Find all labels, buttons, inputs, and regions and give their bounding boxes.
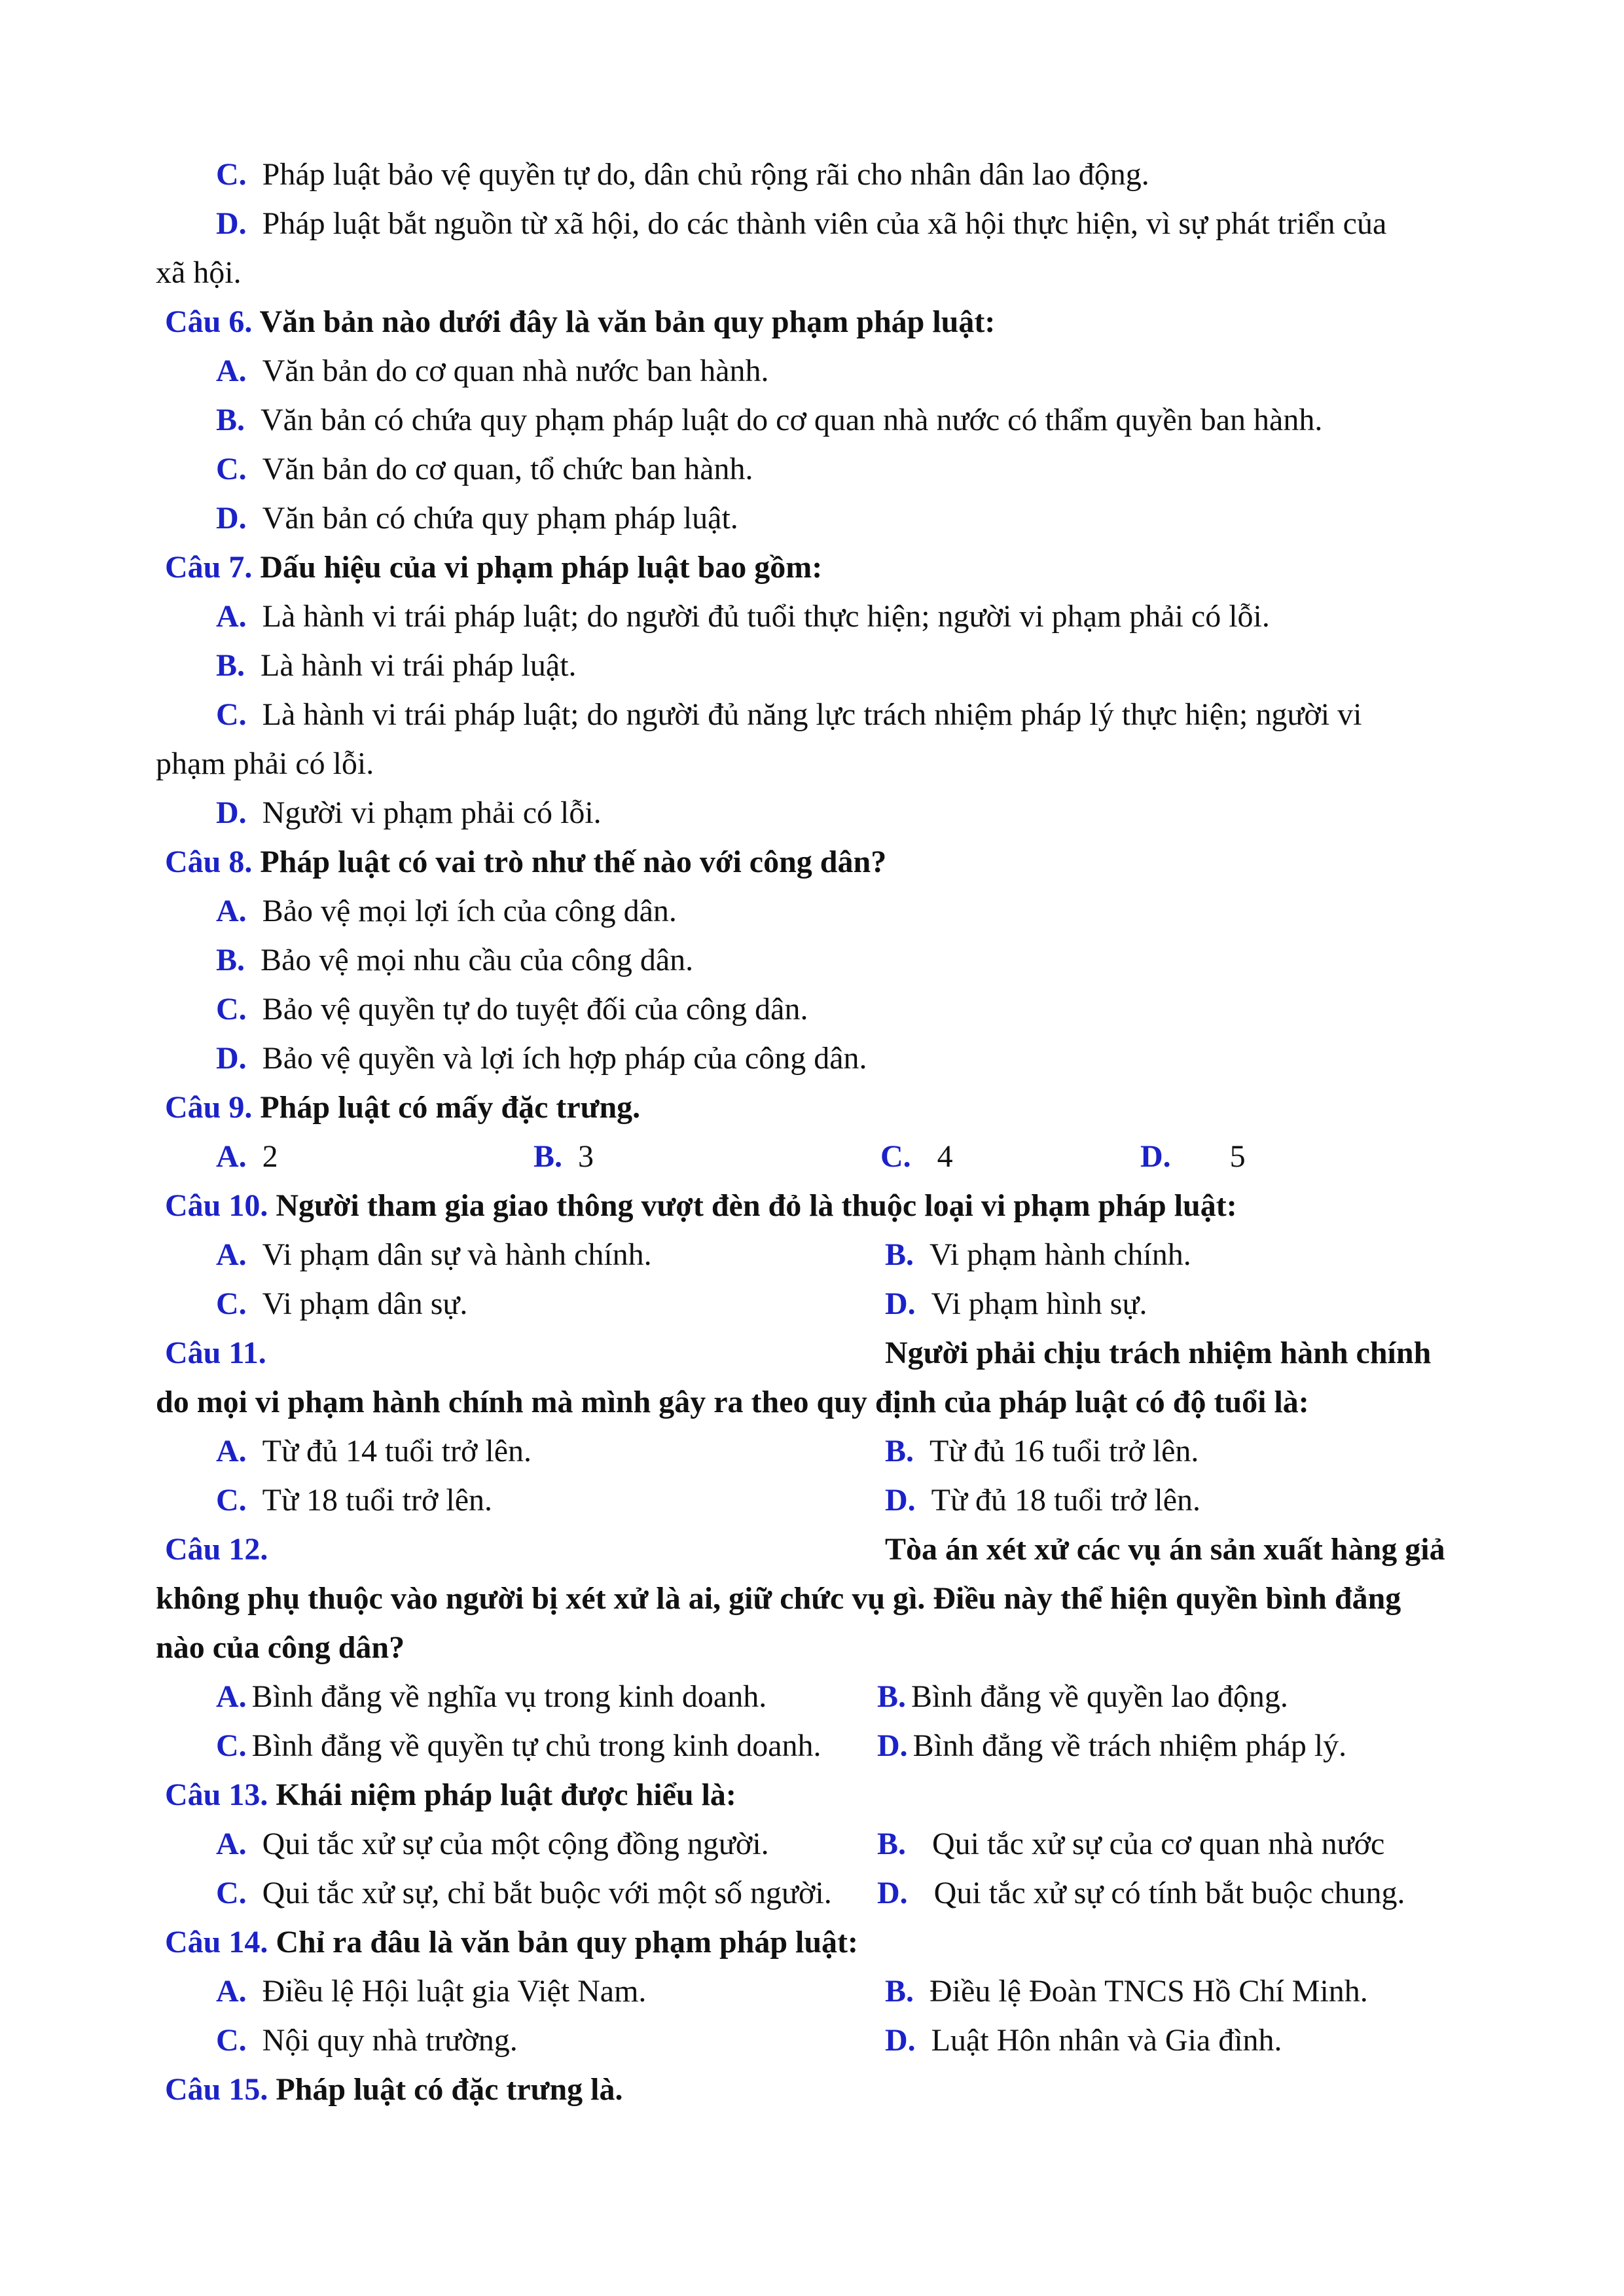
option-continuation: xã hội. (156, 255, 242, 290)
q7-option-b: B. Là hành vi trái pháp luật. (216, 648, 577, 683)
question-10: Câu 10. Người tham gia giao thông vượt đèn đỏ là thuộc loại vi phạm pháp luật: (165, 1188, 1237, 1223)
question-6: Câu 6. Văn bản nào dưới đây là văn bản quy phạm pháp luật: (165, 304, 996, 339)
q8-option-d: D. Bảo vệ quyền và lợi ích hợp pháp của công dân. (216, 1041, 867, 1076)
q8-option-a: A. Bảo vệ mọi lợi ích của công dân. (216, 894, 677, 928)
question-8: Câu 8. Pháp luật có vai trò như thế nào với công dân? (165, 845, 887, 879)
q11-option-d: D. Từ đủ 18 tuổi trở lên. (885, 1483, 1201, 1518)
q14-option-c: C. Nội quy nhà trường. (216, 2023, 518, 2058)
question-12-text: Tòa án xét xử các vụ án sản xuất hàng giả (885, 1532, 1445, 1567)
q8-option-b: B. Bảo vệ mọi nhu cầu của công dân. (216, 943, 694, 977)
q7-option-d: D. Người vi phạm phải có lỗi. (216, 795, 602, 830)
question-12-continuation-1: không phụ thuộc vào người bị xét xử là ai, giữ chức vụ gì. Điều này thể hiện quyền bình đẳng (156, 1581, 1401, 1616)
question-11-text: Người phải chịu trách nhiệm hành chính (885, 1336, 1432, 1370)
q7-option-c-continuation: phạm phải có lỗi. (156, 746, 374, 781)
question-11-continuation: do mọi vi phạm hành chính mà mình gây ra theo quy định của pháp luật có độ tuổi là: (156, 1385, 1309, 1419)
q6-option-b: B. Văn bản có chứa quy phạm pháp luật do cơ quan nhà nước có thẩm quyền ban hành. (216, 403, 1323, 437)
q6-option-d: D. Văn bản có chứa quy phạm pháp luật. (216, 501, 738, 536)
q6-option-c: C. Văn bản do cơ quan, tổ chức ban hành. (216, 452, 753, 486)
q13-option-d: D. Qui tắc xử sự có tính bắt buộc chung. (877, 1876, 1405, 1910)
q9-option-d: D. 5 (1140, 1139, 1246, 1174)
q9-option-b: B. 3 (533, 1139, 594, 1174)
q11-option-c: C. Từ 18 tuổi trở lên. (216, 1483, 493, 1518)
q12-option-a: A. Bình đẳng về nghĩa vụ trong kinh doanh. (216, 1679, 767, 1714)
q10-option-c: C. Vi phạm dân sự. (216, 1286, 468, 1321)
question-9: Câu 9. Pháp luật có mấy đặc trưng. (165, 1090, 641, 1125)
q10-option-a: A. Vi phạm dân sự và hành chính. (216, 1237, 652, 1272)
q8-option-c: C. Bảo vệ quyền tự do tuyệt đối của công dân. (216, 992, 808, 1027)
q13-option-b: B. Qui tắc xử sự của cơ quan nhà nước (877, 1827, 1385, 1861)
question-12-continuation-2: nào của công dân? (156, 1630, 405, 1665)
q12-option-b: B. Bình đẳng về quyền lao động. (877, 1679, 1288, 1714)
question-15: Câu 15. Pháp luật có đặc trưng là. (165, 2072, 623, 2107)
option-d: D. Pháp luật bắt nguồn từ xã hội, do các thành viên của xã hội thực hiện, vì sự phát triển của (216, 206, 1387, 241)
q7-option-a: A. Là hành vi trái pháp luật; do người đủ tuổi thực hiện; người vi phạm phải có lỗi. (216, 599, 1270, 634)
q11-option-b: B. Từ đủ 16 tuổi trở lên. (885, 1434, 1199, 1468)
q10-option-d: D. Vi phạm hình sự. (885, 1286, 1147, 1321)
q13-option-c: C. Qui tắc xử sự, chỉ bắt buộc với một số người. (216, 1876, 832, 1910)
option-c: C. Pháp luật bảo vệ quyền tự do, dân chủ rộng rãi cho nhân dân lao động. (216, 157, 1149, 192)
question-13: Câu 13. Khái niệm pháp luật được hiểu là: (165, 1777, 736, 1812)
q7-option-c: C. Là hành vi trái pháp luật; do người đủ năng lực trách nhiệm pháp lý thực hiện; người vi (216, 697, 1362, 732)
q11-option-a: A. Từ đủ 14 tuổi trở lên. (216, 1434, 532, 1468)
q13-option-a: A. Qui tắc xử sự của một cộng đồng người. (216, 1827, 769, 1861)
q10-option-b: B. Vi phạm hành chính. (885, 1237, 1191, 1272)
question-12-number: Câu 12. (165, 1532, 268, 1567)
question-7: Câu 7. Dấu hiệu của vi phạm pháp luật bao gồm: (165, 550, 823, 585)
question-14: Câu 14. Chỉ ra đâu là văn bản quy phạm pháp luật: (165, 1925, 859, 1959)
q6-option-a: A. Văn bản do cơ quan nhà nước ban hành. (216, 354, 769, 388)
q14-option-a: A. Điều lệ Hội luật gia Việt Nam. (216, 1974, 647, 2009)
question-11-number: Câu 11. (165, 1336, 266, 1370)
q12-option-c: C. Bình đẳng về quyền tự chủ trong kinh doanh. (216, 1728, 821, 1763)
q12-option-d: D. Bình đẳng về trách nhiệm pháp lý. (877, 1728, 1347, 1763)
q9-option-c: C. 4 (880, 1139, 953, 1174)
q14-option-d: D. Luật Hôn nhân và Gia đình. (885, 2023, 1282, 2058)
q14-option-b: B. Điều lệ Đoàn TNCS Hồ Chí Minh. (885, 1974, 1368, 2009)
q9-option-a: A. 2 (216, 1139, 278, 1174)
